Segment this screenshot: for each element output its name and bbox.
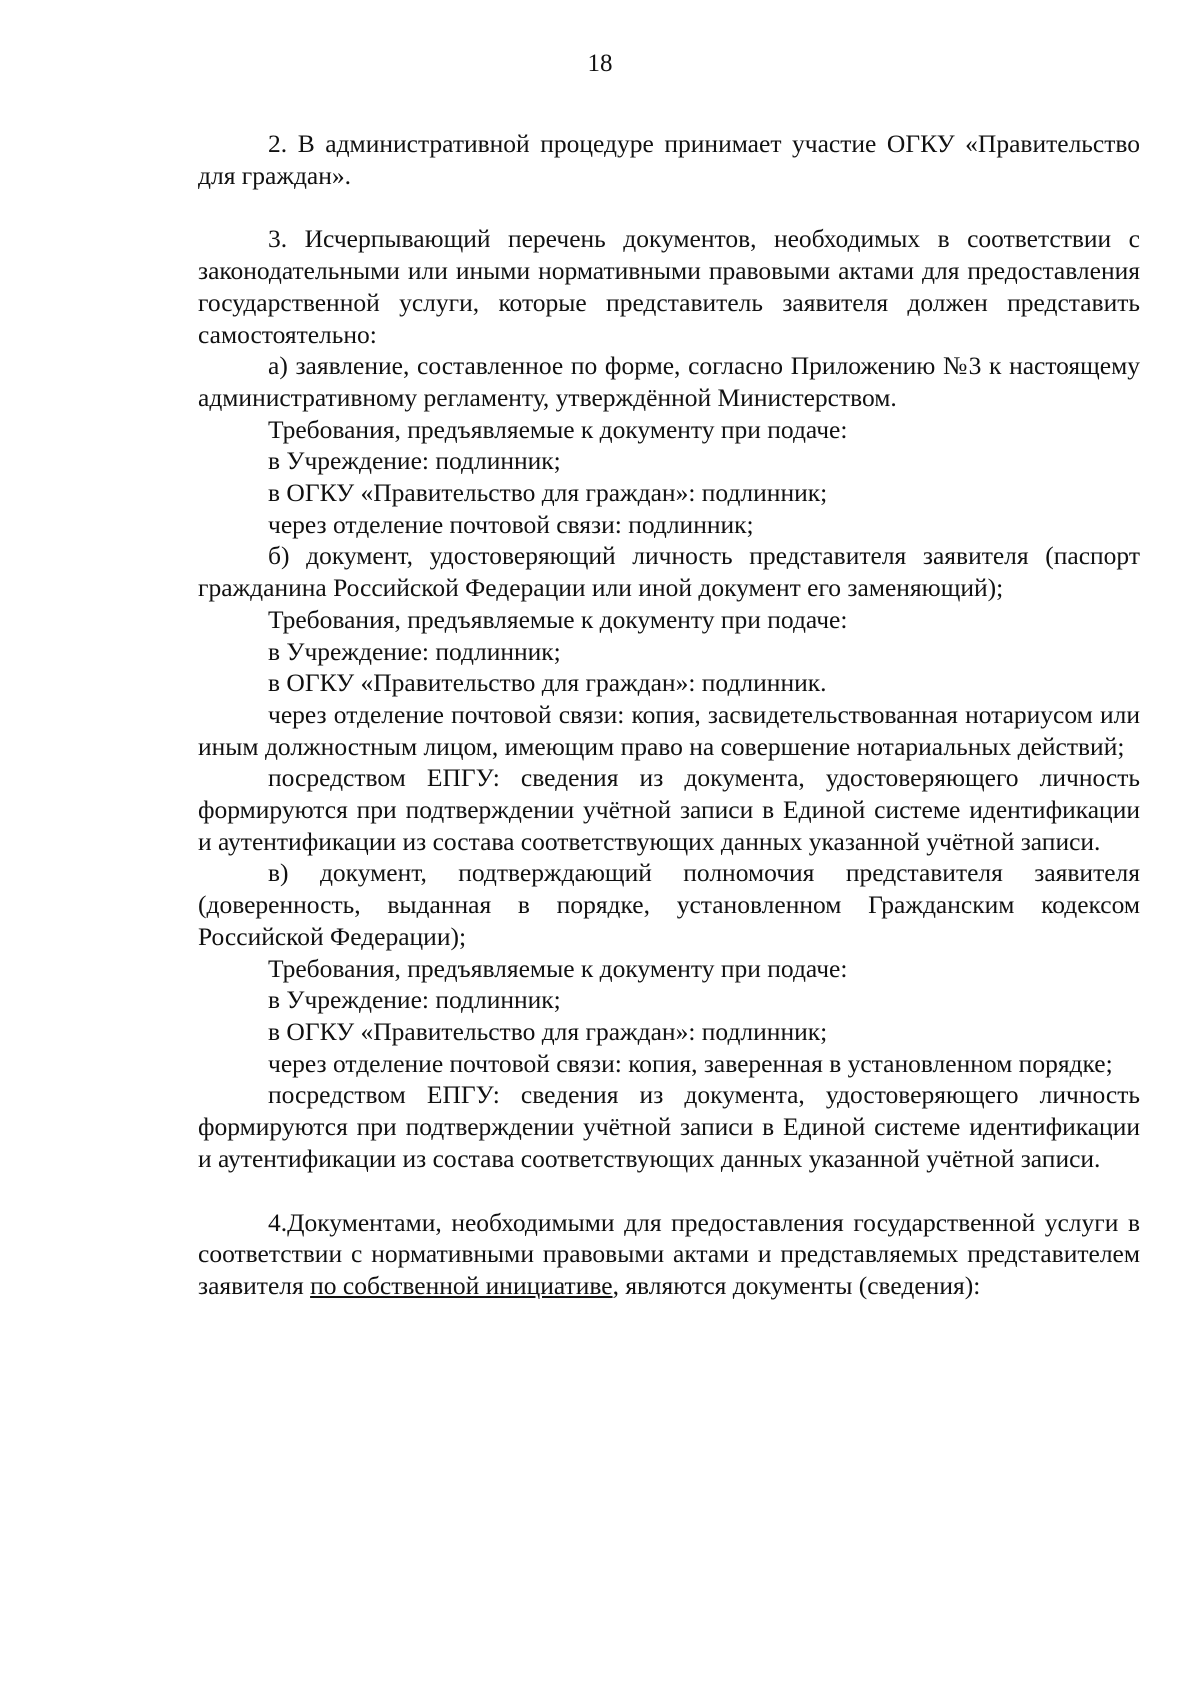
paragraph-gap — [198, 191, 1140, 223]
paragraph-4 — [198, 1207, 1140, 1302]
item-b: б) документ, удостоверяющий личность представителя заявителя (паспорт гражданина Российской Федерации или иной документ его заменяющий); — [198, 541, 1140, 603]
requirement-line: в Учреждение: подлинник; — [268, 636, 561, 666]
page-number: 18 — [587, 50, 613, 77]
requirements-heading: Требования, предъявляемые к документу при подаче: — [268, 953, 848, 983]
item-a: а) заявление, составленное по форме, согласно Приложению №3 к настоящему административному регламенту, утверждённой Министерством. — [198, 351, 1140, 412]
requirement-line: через отделение почтовой связи: копия, заверенная в установленном порядке; — [268, 1048, 1113, 1078]
requirement-line: в ОГКУ «Правительство для граждан»: подлинник; — [268, 478, 828, 508]
requirement-line: посредством ЕПГУ: сведения из документа, удостоверяющего личность формируются при подтверждении учётной записи в Единой системе идентификации и аутентификации из состава соответствующих данных указанной учётной записи. — [198, 763, 1140, 856]
paragraph-4-text-end: , являются документы (сведения): — [612, 1270, 981, 1300]
requirement-line: через отделение почтовой связи: копия, засвидетельствованная нотариусом или иным должностным лицом, имеющим право на совершение нотариальных действий; — [198, 699, 1140, 761]
requirement-line: в Учреждение: подлинник; — [268, 985, 561, 1015]
requirements-heading: Требования, предъявляемые к документу при подаче: — [268, 604, 848, 634]
requirement-line: через отделение почтовой связи: подлинник; — [268, 509, 754, 539]
paragraph-3: 3. Исчерпывающий перечень документов, необходимых в соответствии с законодательными или иными нормативными правовыми актами для предоставления государственной услуги, которые представитель заявителя должен представить самостоятельно: — [198, 224, 1140, 349]
paragraph-2: 2. В административной процедуре принимает участие ОГКУ «Правительство для граждан». — [198, 129, 1140, 190]
requirements-heading: Требования, предъявляемые к документу при подаче: — [268, 414, 848, 444]
item-c: в) документ, подтверждающий полномочия представителя заявителя (доверенность, выданная в порядке, установленном Гражданским кодексом Российской Федерации); — [198, 858, 1140, 951]
requirement-line: в ОГКУ «Правительство для граждан»: подлинник. — [268, 668, 827, 698]
document-body — [198, 128, 1140, 1302]
underlined-phrase: по собственной инициативе — [310, 1270, 613, 1300]
paragraph-4-text-start: 4.Документами, необходимыми для предоставления государственной услуги в соответствии с нормативными правовыми актами и представляемых представителем заявителя — [198, 1207, 1140, 1300]
paragraph-gap — [198, 1175, 1140, 1207]
requirement-line: в Учреждение: подлинник; — [268, 446, 561, 476]
requirement-line: посредством ЕПГУ: сведения из документа, удостоверяющего личность формируются при подтверждении учётной записи в Единой системе идентификации и аутентификации из состава соответствующих данных указанной учётной записи. — [198, 1080, 1140, 1173]
requirement-line: в ОГКУ «Правительство для граждан»: подлинник; — [268, 1016, 828, 1046]
